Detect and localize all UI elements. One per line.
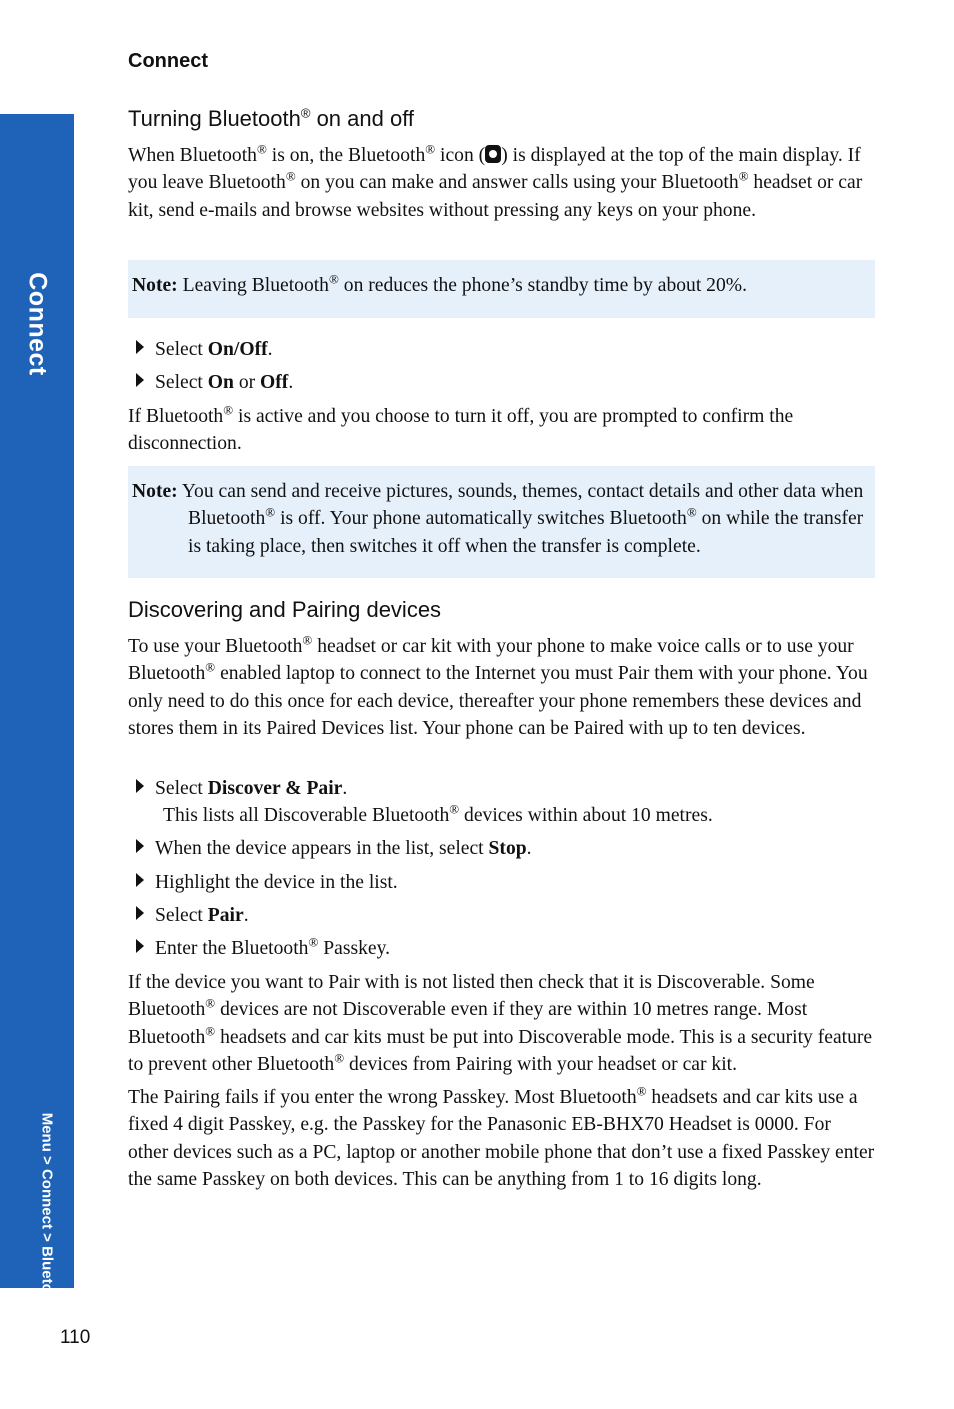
bullet-select-on-or-off: Select On or Off. — [136, 369, 876, 396]
bullet-subtext: This lists all Discoverable Bluetooth® devices within about 10 metres. — [163, 801, 713, 827]
bullet-arrow-icon — [136, 873, 144, 887]
side-tab-title: Connect — [23, 272, 52, 376]
bluetooth-icon — [485, 145, 501, 163]
bullet-arrow-icon — [136, 779, 144, 793]
bullet-arrow-icon — [136, 906, 144, 920]
page-number: 110 — [60, 1327, 91, 1348]
passkey-paragraph: The Pairing fails if you enter the wrong Passkey. Most Bluetooth® headsets and car kits use a fixed 4 digit Passkey, e.g. the Passkey for the Panasonic EB-BHX70 Headset is 0000. For other devices such as a PC, laptop or another mobile phone that don’t use a fixed Passkey enter the same Passkey on both devices. This can be anything from 1 to 16 digits long. — [128, 1083, 875, 1191]
bullet-highlight-device: Highlight the device in the list. — [136, 869, 876, 896]
bullet-select-onoff: Select On/Off. — [136, 336, 876, 363]
bullet-arrow-icon — [136, 340, 144, 354]
note-box-standby — [128, 260, 875, 318]
bullet-select-stop: When the device appears in the list, select Stop. — [136, 835, 876, 862]
note-text: Note: You can send and receive pictures, sounds, themes, contact details and other data when Bluetooth® is off. Your phone automatically switches Bluetooth® on while the transfer is taking place, then switches it off when the transfer is complete. — [132, 481, 864, 557]
turn-off-paragraph: If Bluetooth® is active and you choose to turn it off, you are prompted to confirm the disconnection. — [128, 402, 794, 455]
pairing-intro-paragraph: To use your Bluetooth® headset or car kit with your phone to make voice calls or to use your Bluetooth® enabled laptop to connect to the Internet you must Pair them with your phone. You only need to do this once for each device, thereafter your phone remembers these devices and stores them in its Paired Devices list. Your phone can be Paired with up to ten devices. — [128, 632, 868, 740]
bullet-enter-passkey: Enter the Bluetooth® Passkey. — [136, 935, 876, 962]
bullet-discover-pair: Select Discover & Pair. This lists all Discoverable Bluetooth® devices within about 10 metres. — [136, 775, 876, 830]
bullet-arrow-icon — [136, 373, 144, 387]
note-box-transfer — [128, 466, 875, 578]
section-heading-bluetooth: Turning Bluetooth® on and off — [128, 105, 415, 131]
bullet-arrow-icon — [136, 939, 144, 953]
bullet-select-pair: Select Pair. — [136, 902, 876, 929]
note-text: Note: Leaving Bluetooth® on reduces the phone’s standby time by about 20%. — [132, 271, 747, 296]
discoverable-paragraph: If the device you want to Pair with is not listed then check that it is Discoverable. Some Bluetooth® devices are not Discoverable even if they are within 10 metres range. Most Bluetooth® headsets and car kits must be put into Discoverable mode. This is a security feature to prevent other Bluetooth® devices from Pairing with your headset or car kit. — [128, 972, 873, 1076]
intro-paragraph: When Bluetooth® is on, the Bluetooth® icon ( ) is displayed at the top of the main display. If you leave Bluetooth® on you can make and answer calls using your Bluetooth® headset or car kit, send e-mails and browse websites without pressing any keys on your phone. — [128, 141, 863, 221]
page-header: Connect — [128, 50, 208, 72]
section-heading-pairing: Discovering and Pairing devices — [128, 597, 442, 622]
bullet-arrow-icon — [136, 839, 144, 853]
side-tab-path: Menu > Connect > Bluetooth ® — [38, 1112, 56, 1332]
side-tab — [0, 114, 74, 1332]
